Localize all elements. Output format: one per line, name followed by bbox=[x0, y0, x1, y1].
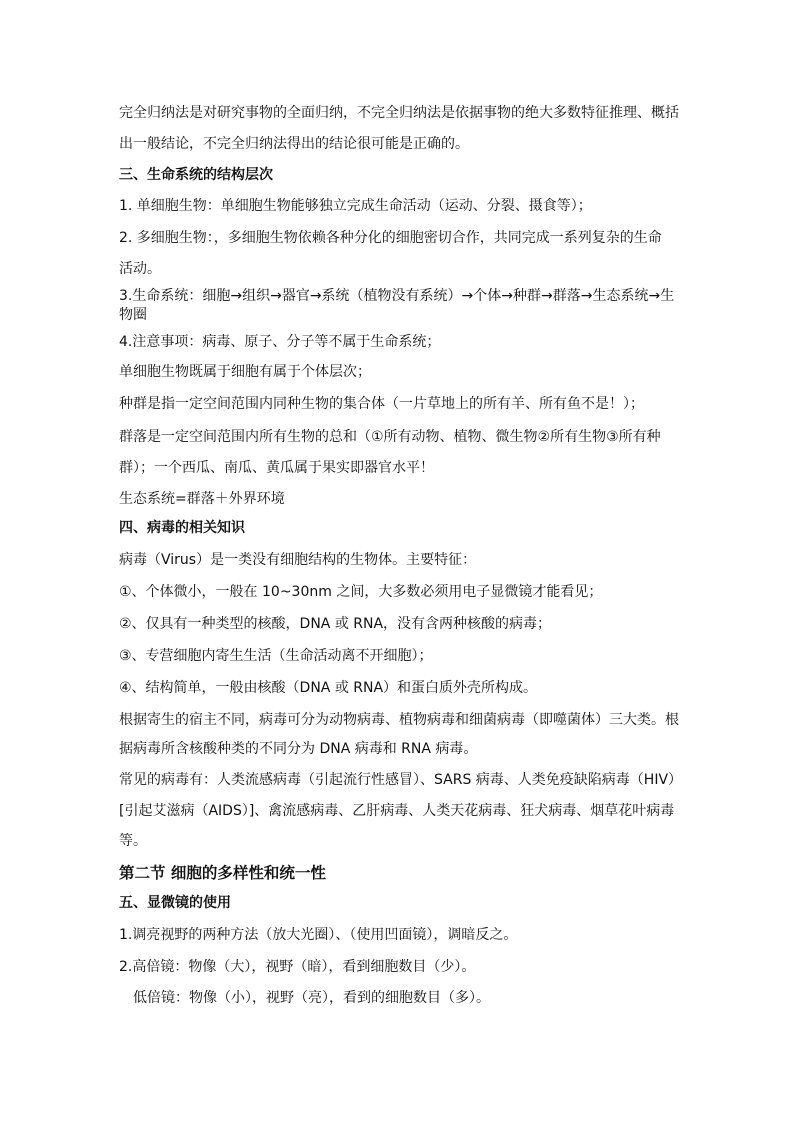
paragraph-line: 低倍镜：物像（小），视野（亮），看到的细胞数目（多）。 bbox=[133, 990, 490, 1006]
paragraph-line: 群）；一个西瓜、南瓜、黄瓜属于果实即器官水平！ bbox=[119, 460, 434, 476]
paragraph-line: 常见的病毒有：人类流感病毒（引起流行性感冒）、SARS 病毒、人类免疫缺陷病毒（HIV） bbox=[119, 772, 683, 788]
paragraph-line: 群落是一定空间范围内所有生物的总和（①所有动物、植物、微生物②所有生物③所有种 bbox=[119, 429, 661, 445]
section-heading: 四、病毒的相关知识 bbox=[119, 520, 245, 536]
paragraph-line: 物圈 bbox=[119, 307, 147, 323]
paragraph-line: [引起艾滋病（AIDS）]、禽流感病毒、乙肝病毒、人类天花病毒、狂犬病毒、烟草花叶病毒 bbox=[119, 803, 675, 819]
paragraph-line: 病毒（Virus）是一类没有细胞结构的生物体。主要特征： bbox=[119, 552, 477, 568]
paragraph-line: ④、结构简单，一般由核酸（DNA 或 RNA）和蛋白质外壳所构成。 bbox=[119, 680, 538, 696]
paragraph-line: 根据寄生的宿主不同，病毒可分为动物病毒、植物病毒和细菌病毒（即噬菌体）三大类。根 bbox=[119, 712, 679, 728]
paragraph-line: 单细胞生物既属于细胞有属于个体层次； bbox=[119, 364, 371, 380]
paragraph-line: 据病毒所含核酸种类的不同分为 DNA 病毒和 RNA 病毒。 bbox=[119, 741, 478, 757]
paragraph-line: 完全归纳法是对研究事物的全面归纳，不完全归纳法是依据事物的绝大多数特征推理、概括 bbox=[119, 105, 679, 121]
paragraph-line: 1.调亮视野的两种方法（放大光圈）、（使用凹面镜），调暗反之。 bbox=[119, 927, 518, 943]
paragraph-line: ①、个体微小，一般在 10~30nm 之间，大多数必须用电子显微镜才能看见； bbox=[119, 584, 603, 600]
section-heading: 五、显微镜的使用 bbox=[119, 895, 231, 911]
paragraph-line: 2. 多细胞生物：，多细胞生物依赖各种分化的细胞密切合作，共同完成一系列复杂的生命 bbox=[119, 230, 662, 246]
paragraph-line: ②、仅具有一种类型的核酸，DNA 或 RNA，没有含两种核酸的病毒； bbox=[119, 616, 552, 632]
paragraph-line: 1. 单细胞生物：单细胞生物能够独立完成生命活动（运动、分裂、摄食等）； bbox=[119, 198, 592, 214]
paragraph-line: 活动。 bbox=[119, 261, 161, 277]
paragraph-line: 4.注意事项：病毒、原子、分子等不属于生命系统； bbox=[119, 334, 441, 350]
paragraph-line: 2.高倍镜：物像（大），视野（暗），看到细胞数目（少）。 bbox=[119, 959, 476, 975]
paragraph-line: 种群是指一定空间范围内同种生物的集合体（一片草地上的所有羊、所有鱼不是！）； bbox=[119, 396, 644, 412]
paragraph-line: 生态系统=群落＋外界环境 bbox=[119, 491, 285, 507]
paragraph-line: 出一般结论，不完全归纳法得出的结论很可能是正确的。 bbox=[119, 136, 469, 152]
paragraph-line: 等。 bbox=[119, 833, 147, 849]
section-heading: 三、生命系统的结构层次 bbox=[119, 167, 273, 183]
paragraph-line: 3.生命系统：细胞→组织→器官→系统（植物没有系统）→个体→种群→群落→生态系统→生 bbox=[119, 288, 675, 304]
paragraph-line: ③、专营细胞内寄生生活（生命活动离不开细胞）； bbox=[119, 648, 433, 664]
chapter-heading: 第二节 细胞的多样性和统一性 bbox=[119, 864, 326, 882]
